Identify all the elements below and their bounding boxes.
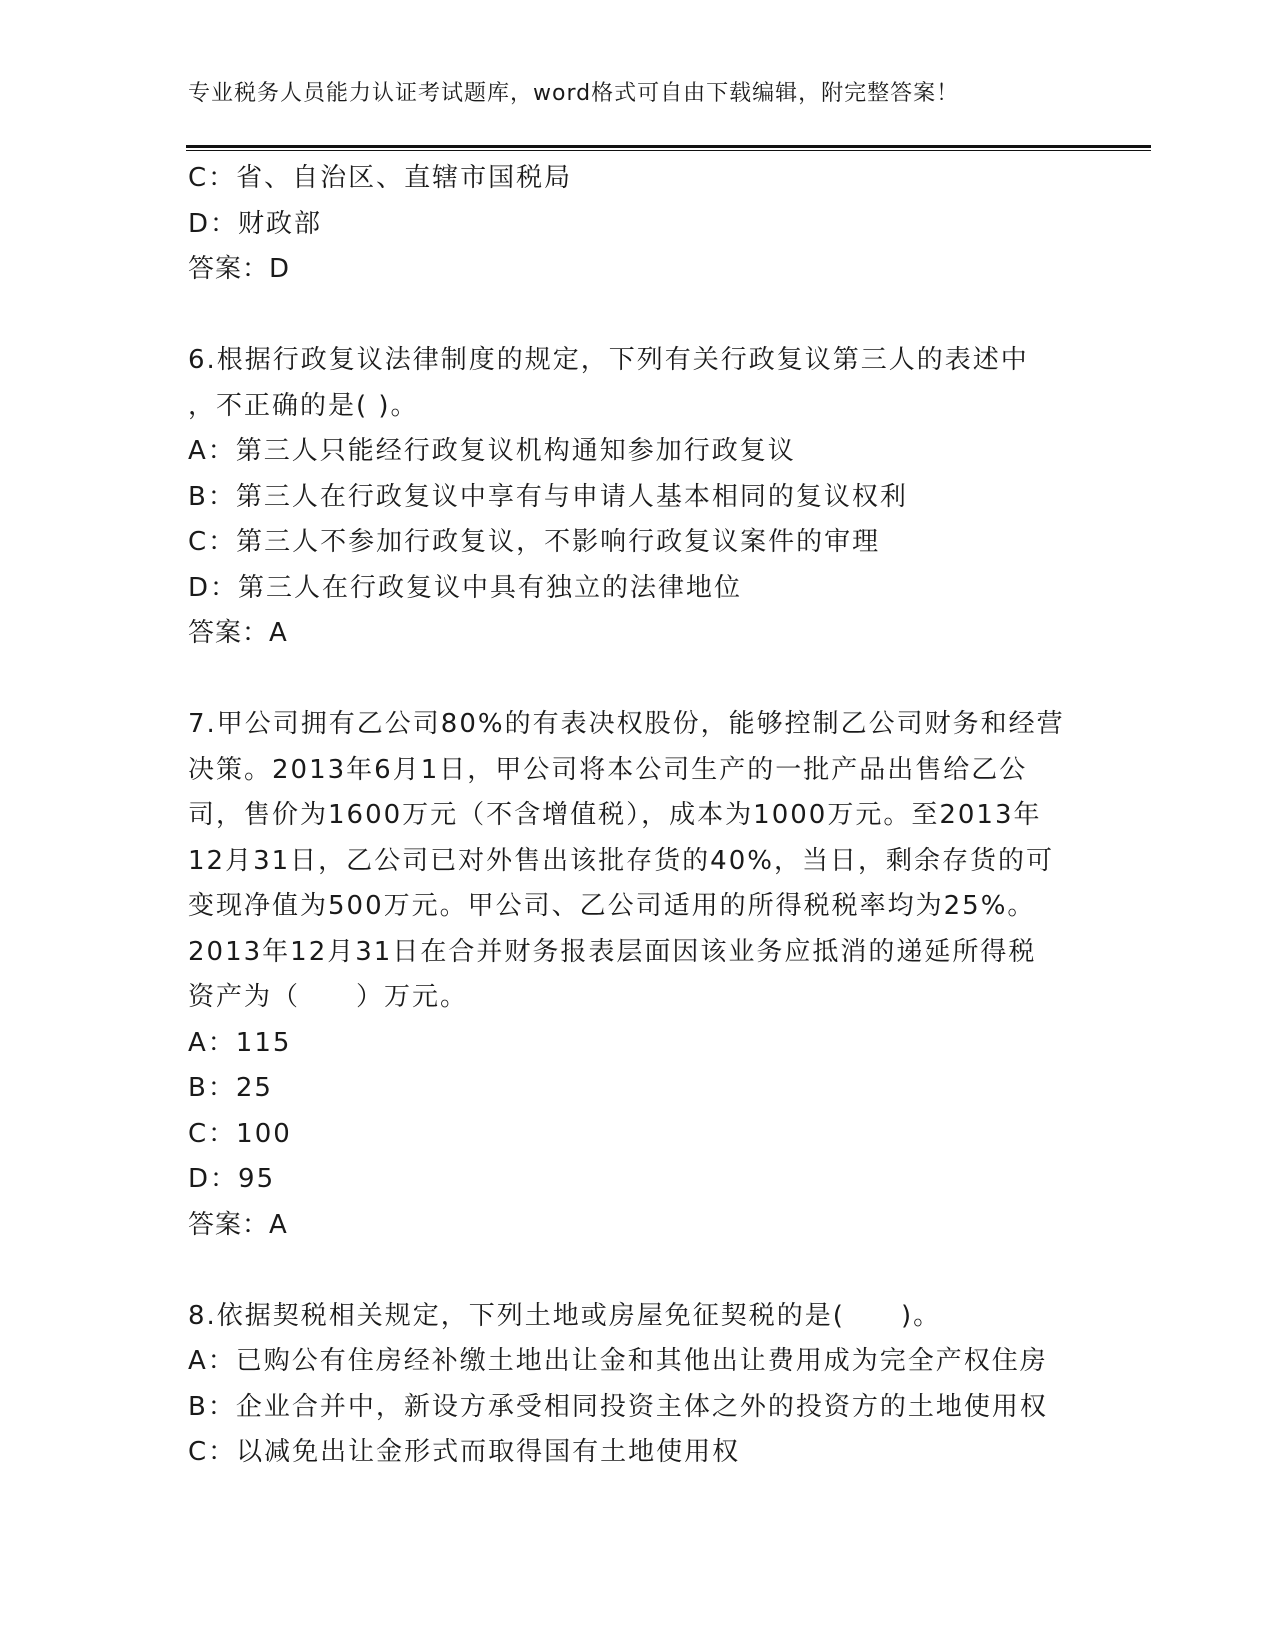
- question-stem-line: 6.根据行政复议法律制度的规定，下列有关行政复议第三人的表述中: [188, 345, 1029, 375]
- question-stem-line: 变现净值为500万元。甲公司、乙公司适用的所得税税率均为25%。: [188, 891, 1036, 921]
- question-8: [188, 1294, 1088, 1476]
- option-a: A：第三人只能经行政复议机构通知参加行政复议: [188, 436, 796, 466]
- option-c: C：省、自治区、直辖市国税局: [188, 163, 573, 193]
- answer-line: 答案：A: [188, 618, 288, 648]
- question-5-tail: [188, 156, 1088, 293]
- spacer: [188, 293, 1088, 339]
- option-c: C：第三人不参加行政复议，不影响行政复议案件的审理: [188, 527, 881, 557]
- question-stem-line: ，不正确的是( )。: [188, 390, 419, 421]
- option-c: C：以减免出让金形式而取得国有土地使用权: [188, 1437, 741, 1467]
- question-7: [188, 702, 1088, 1248]
- answer-line: 答案：D: [188, 254, 291, 284]
- option-d: D：财政部: [188, 208, 323, 239]
- question-stem-line: 资产为（ ）万元。: [188, 982, 469, 1012]
- option-b: B：企业合并中，新设方承受相同投资主体之外的投资方的土地使用权: [188, 1391, 1048, 1422]
- option-b: B：25: [188, 1073, 273, 1103]
- option-a: A：已购公有住房经补缴土地出让金和其他出让费用成为完全产权住房: [188, 1346, 1048, 1376]
- question-stem-line: 7.甲公司拥有乙公司80%的有表决权股份，能够控制乙公司财务和经营: [188, 709, 1065, 739]
- option-c: C：100: [188, 1118, 292, 1149]
- spacer: [188, 657, 1088, 703]
- answer-line: 答案：A: [188, 1209, 288, 1240]
- spacer: [188, 1248, 1088, 1294]
- question-stem-line: 2013年12月31日在合并财务报表层面因该业务应抵消的递延所得税: [188, 936, 1037, 967]
- option-a: A：115: [188, 1027, 292, 1058]
- question-stem-line: 司，售价为1600万元（不含增值税），成本为1000万元。至2013年: [188, 800, 1042, 830]
- question-stem-line: 8.依据契税相关规定，下列土地或房屋免征契税的是( )。: [188, 1300, 942, 1331]
- option-d: D：95: [188, 1164, 276, 1194]
- header-rule: [186, 145, 1151, 151]
- page-header: 专业税务人员能力认证考试题库，word格式可自由下载编辑，附完整答案！: [188, 81, 960, 106]
- question-stem-line: 12月31日，乙公司已对外售出该批存货的40%，当日，剩余存货的可: [188, 845, 1054, 876]
- question-stem-line: 决策。2013年6月1日，甲公司将本公司生产的一批产品出售给乙公: [188, 754, 1028, 785]
- option-d: D：第三人在行政复议中具有独立的法律地位: [188, 572, 743, 603]
- document-body: [188, 156, 1088, 1476]
- option-b: B：第三人在行政复议中享有与申请人基本相同的复议权利: [188, 481, 908, 512]
- question-6: [188, 338, 1088, 657]
